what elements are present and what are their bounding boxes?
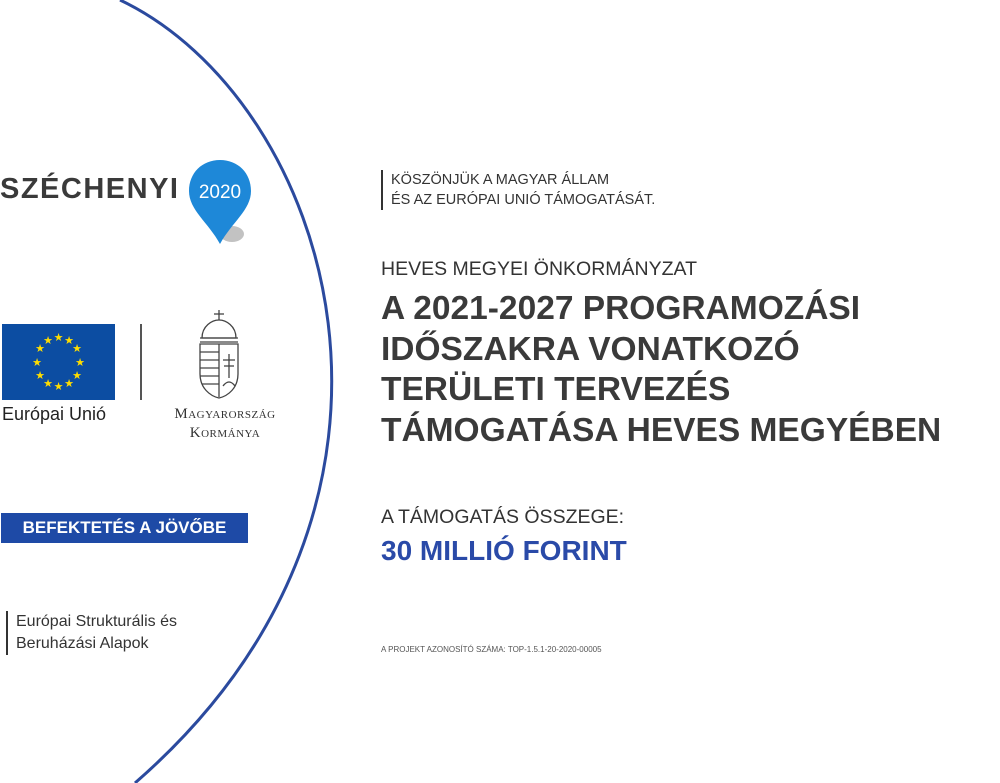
organization-name: HEVES MEGYEI ÖNKORMÁNYZAT: [381, 258, 698, 280]
eu-label: Európai Unió: [2, 404, 107, 424]
thanks-line2: ÉS AZ EURÓPAI UNIÓ TÁMOGATÁSÁT.: [391, 192, 656, 208]
svg-text:★: ★: [32, 356, 42, 369]
government-label: [150, 405, 300, 443]
funds-line2: Beruházási Alapok: [16, 635, 149, 652]
thanks-text: [381, 170, 655, 210]
svg-text:★: ★: [43, 334, 53, 347]
svg-text:★: ★: [64, 377, 74, 390]
szechenyi-logo-text: SZÉCHENYI: [0, 173, 180, 205]
svg-text:★: ★: [75, 356, 85, 369]
svg-text:★: ★: [53, 380, 64, 393]
project-title-line2: IDŐSZAKRA VONATKOZÓ: [381, 330, 800, 368]
project-title-line4: TÁMOGATÁSA HEVES MEGYÉBEN: [381, 411, 942, 449]
svg-text:★: ★: [64, 334, 74, 347]
svg-text:★: ★: [43, 377, 53, 390]
funds-line1: Európai Strukturális és: [16, 613, 177, 630]
svg-text:★: ★: [72, 369, 82, 382]
support-label: A TÁMOGATÁS ÖSSZEGE:: [381, 506, 625, 528]
support-amount: 30 MILLIÓ FORINT: [381, 535, 627, 566]
szechenyi-year: 2020: [198, 182, 242, 203]
svg-text:★: ★: [53, 331, 64, 344]
thanks-line1: KÖSZÖNJÜK A MAGYAR ÁLLAM: [391, 172, 610, 188]
project-title-line1: A 2021-2027 PROGRAMOZÁSI: [381, 290, 861, 327]
slogan-banner: BEFEKTETÉS A JÖVŐBE: [1, 513, 248, 543]
logo-divider: [140, 324, 142, 400]
svg-text:★: ★: [35, 342, 45, 355]
funds-label: [6, 611, 177, 655]
eu-flag-icon: [2, 324, 115, 400]
svg-text:★: ★: [72, 342, 82, 355]
project-title-line3: TERÜLETI TERVEZÉS: [381, 371, 731, 408]
project-id: A PROJEKT AZONOSÍTÓ SZÁMA: TOP-1.5.1-20-2020-00005: [381, 645, 602, 654]
government-label-line1: Magyarország: [174, 406, 276, 422]
szechenyi-pin-icon: [188, 158, 252, 248]
project-title: [381, 289, 941, 451]
coat-of-arms-icon: [194, 308, 244, 400]
svg-text:★: ★: [35, 369, 45, 382]
government-label-line2: Kormánya: [189, 425, 261, 441]
